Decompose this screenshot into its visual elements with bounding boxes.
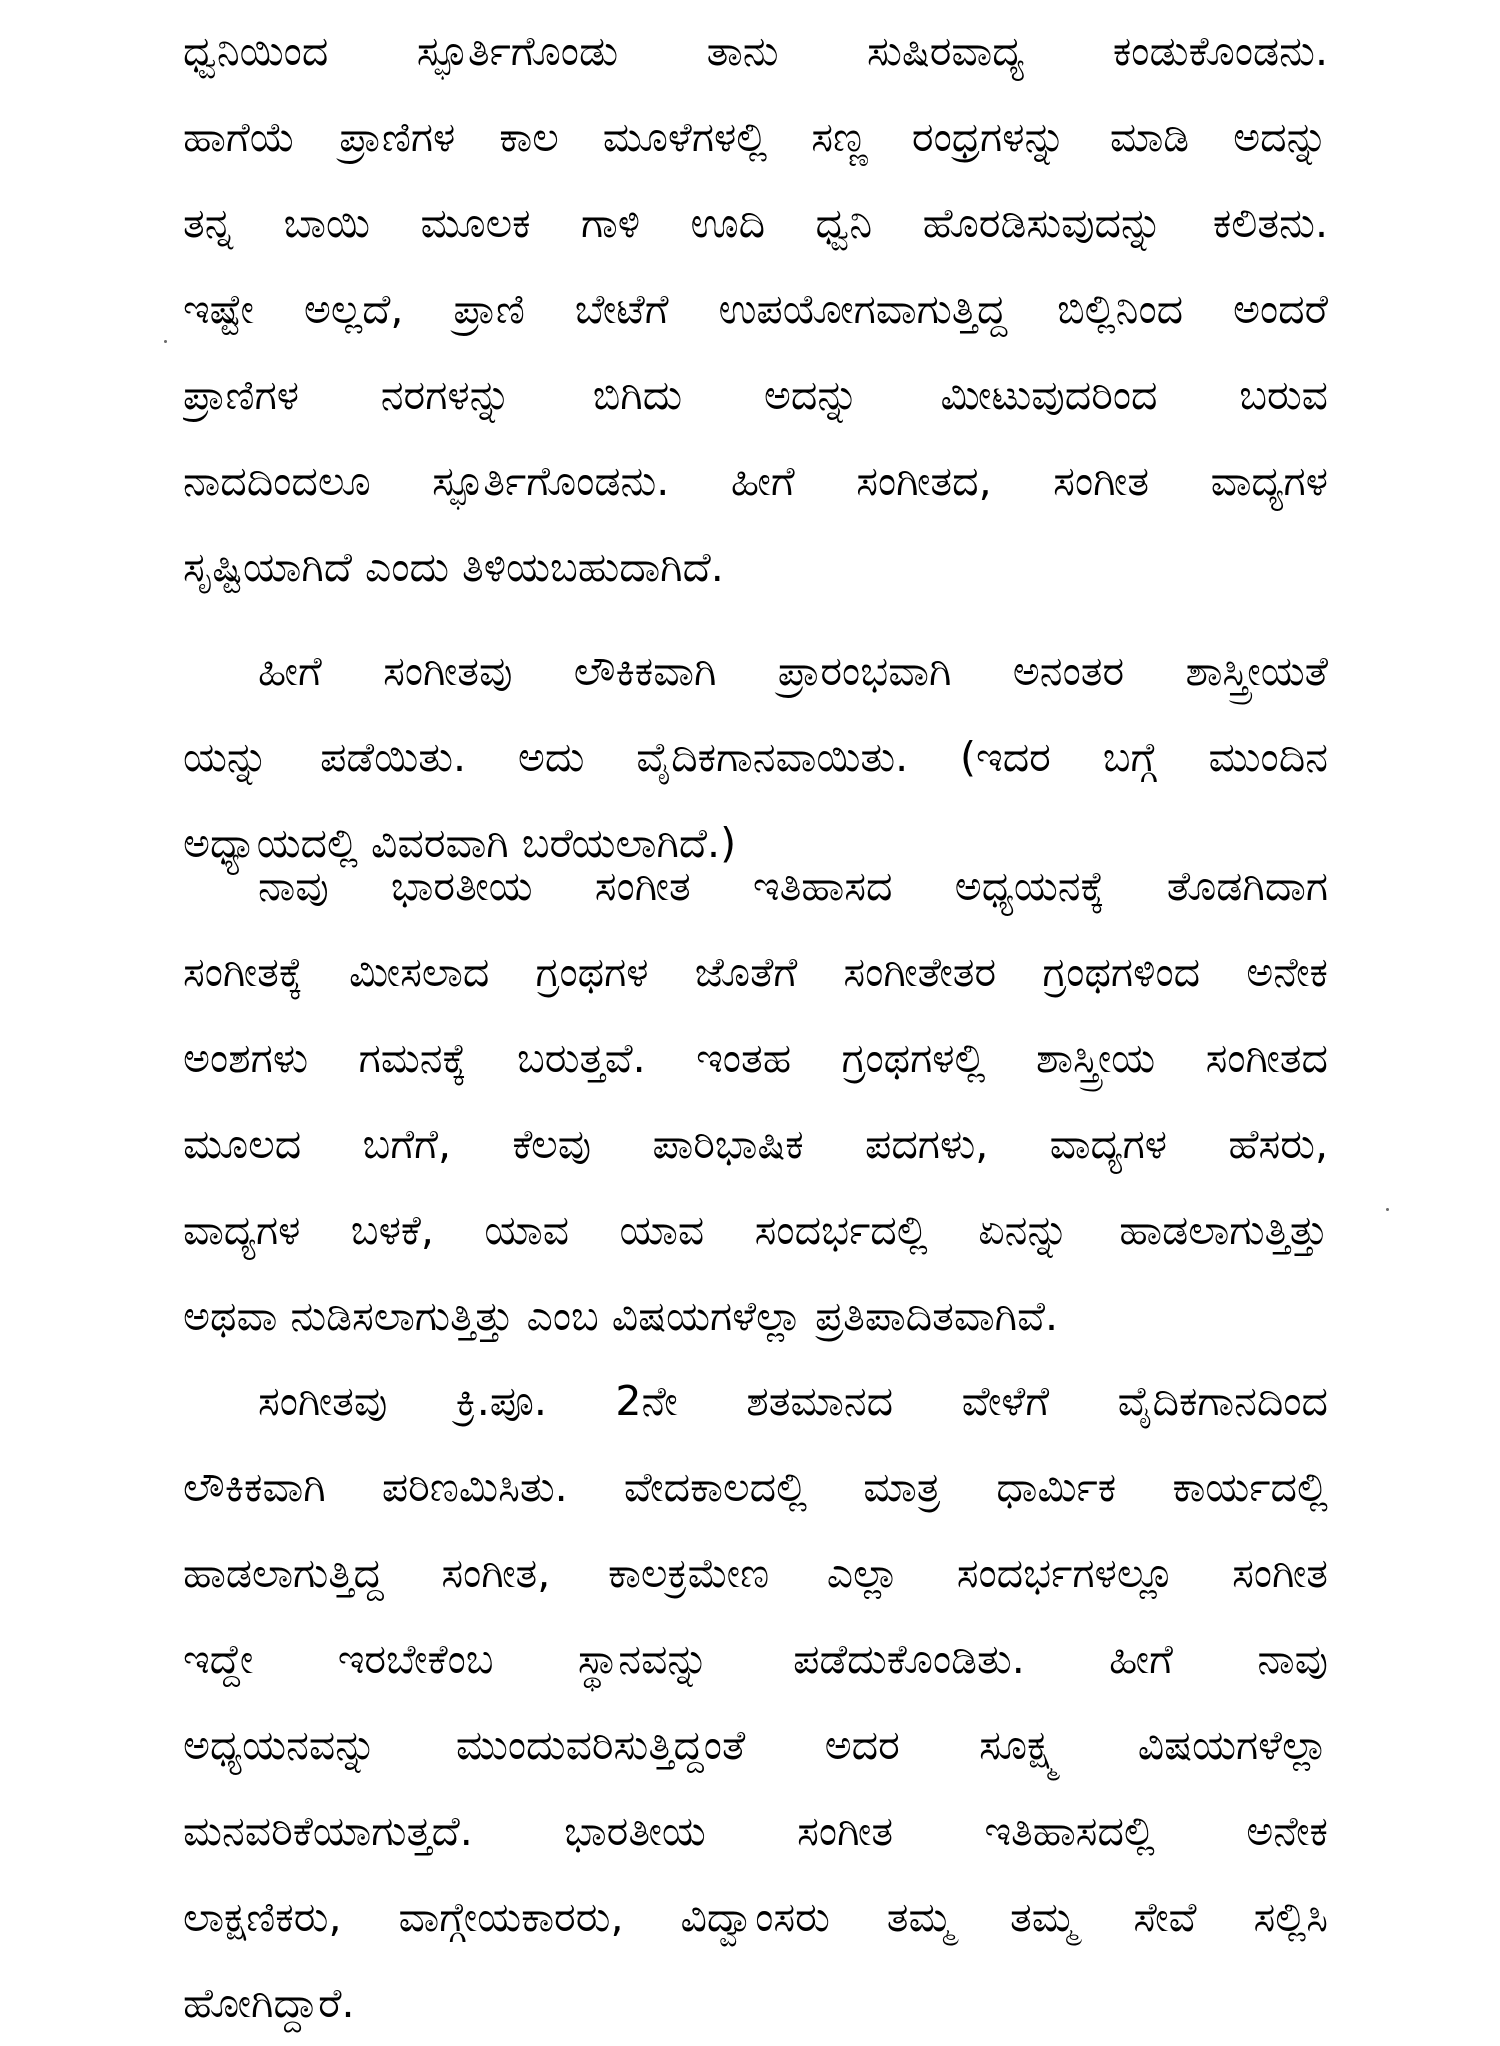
text-line: ಅಧ್ಯಾಯದಲ್ಲಿ ವಿವರವಾಗಿ ಬರೆಯಲಾಗಿದೆ.): [183, 819, 737, 867]
text-line: ಅಧ್ಯಯನವನ್ನು ಮುಂದುವರಿಸುತ್ತಿದ್ದಂತೆ ಅದರ ಸೂಕ್ಷ್ಮ ವಿಷಯಗಳೆಲ್ಲಾ: [183, 1721, 1328, 1769]
text-line: ವಾದ್ಯಗಳ ಬಳಕೆ, ಯಾವ ಯಾವ ಸಂದರ್ಭದಲ್ಲಿ ಏನನ್ನು ಹಾಡಲಾಗುತ್ತಿತ್ತು: [183, 1206, 1328, 1254]
text-line: ಧ್ವನಿಯಿಂದ ಸ್ಫೂರ್ತಿಗೊಂಡು ತಾನು ಸುಷಿರವಾದ್ಯ ಕಂಡುಕೊಂಡನು.: [183, 27, 1328, 75]
text-line: ಹಾಗೆಯೆ ಪ್ರಾಣಿಗಳ ಕಾಲ ಮೂಳೆಗಳಲ್ಲಿ ಸಣ್ಣ ರಂಧ್ರಗಳನ್ನು ಮಾಡಿ ಅದನ್ನು: [183, 113, 1328, 161]
scan-speck: [164, 340, 167, 343]
text-line: ಲಾಕ್ಷಣಿಕರು, ವಾಗ್ಗೇಯಕಾರರು, ವಿದ್ವಾಂಸರು ತಮ್ಮ ತಮ್ಮ ಸೇವೆ ಸಲ್ಲಿಸಿ: [183, 1893, 1328, 1941]
text-line: ಹೋಗಿದ್ದಾರೆ.: [183, 1979, 355, 2027]
paragraph-3: [183, 843, 1328, 1359]
text-line: ನಾದದಿಂದಲೂ ಸ್ಫೂರ್ತಿಗೊಂಡನು. ಹೀಗೆ ಸಂಗೀತದ, ಸಂಗೀತ ವಾದ್ಯಗಳ: [183, 457, 1328, 505]
text-line: ಹಾಡಲಾಗುತ್ತಿದ್ದ ಸಂಗೀತ, ಕಾಲಕ್ರಮೇಣ ಎಲ್ಲಾ ಸಂದರ್ಭಗಳಲ್ಲೂ ಸಂಗೀತ: [183, 1549, 1328, 1597]
text-line: ಸಂಗೀತಕ್ಕೆ ಮೀಸಲಾದ ಗ್ರಂಥಗಳ ಜೊತೆಗೆ ಸಂಗೀತೇತರ ಗ್ರಂಥಗಳಿಂದ ಅನೇಕ: [183, 948, 1328, 996]
text-line: ಇಷ್ಟೇ ಅಲ್ಲದೆ, ಪ್ರಾಣಿ ಬೇಟೆಗೆ ಉಪಯೋಗವಾಗುತ್ತಿದ್ದ ಬಿಲ್ಲಿನಿಂದ ಅಂದರೆ: [183, 285, 1328, 333]
text-line: ಸೃಷ್ಟಿಯಾಗಿದೆ ಎಂದು ತಿಳಿಯಬಹುದಾಗಿದೆ.: [183, 543, 724, 591]
text-line: ಅಂಶಗಳು ಗಮನಕ್ಕೆ ಬರುತ್ತವೆ. ಇಂತಹ ಗ್ರಂಥಗಳಲ್ಲಿ ಶಾಸ್ತ್ರೀಯ ಸಂಗೀತದ: [183, 1034, 1328, 1082]
text-line: ತನ್ನ ಬಾಯಿ ಮೂಲಕ ಗಾಳಿ ಊದಿ ಧ್ವನಿ ಹೊರಡಿಸುವುದನ್ನು ಕಲಿತನು.: [183, 199, 1328, 247]
text-line: ನಾವು ಭಾರತೀಯ ಸಂಗೀತ ಇತಿಹಾಸದ ಅಧ್ಯಯನಕ್ಕೆ ತೊಡಗಿದಾಗ: [258, 862, 1328, 910]
text-line: ಹೀಗೆ ಸಂಗೀತವು ಲೌಕಿಕವಾಗಿ ಪ್ರಾರಂಭವಾಗಿ ಅನಂತರ ಶಾಸ್ತ್ರೀಯತೆ: [258, 647, 1328, 695]
text-line: ಮನವರಿಕೆಯಾಗುತ್ತದೆ. ಭಾರತೀಯ ಸಂಗೀತ ಇತಿಹಾಸದಲ್ಲಿ ಅನೇಕ: [183, 1807, 1328, 1855]
text-line: ಮೂಲದ ಬಗೆಗೆ, ಕೆಲವು ಪಾರಿಭಾಷಿಕ ಪದಗಳು, ವಾದ್ಯಗಳ ಹೆಸರು,: [183, 1120, 1328, 1168]
text-line: ಯನ್ನು ಪಡೆಯಿತು. ಅದು ವೈದಿಕಗಾನವಾಯಿತು. (ಇದರ ಬಗ್ಗೆ ಮುಂದಿನ: [183, 733, 1328, 781]
text-line: ಅಥವಾ ನುಡಿಸಲಾಗುತ್ತಿತ್ತು ಎಂಬ ವಿಷಯಗಳೆಲ್ಲಾ ಪ್ರತಿಪಾದಿತವಾಗಿವೆ.: [183, 1292, 1059, 1340]
text-line: ಇದ್ದೇ ಇರಬೇಕೆಂಬ ಸ್ಥಾನವನ್ನು ಪಡೆದುಕೊಂಡಿತು. ಹೀಗೆ ನಾವು: [183, 1635, 1328, 1683]
paragraph-4: [183, 1358, 1328, 2046]
text-line: ಸಂಗೀತವು ಕ್ರಿ.ಪೂ. 2ನೇ ಶತಮಾನದ ವೇಳೆಗೆ ವೈದಿಕಗಾನದಿಂದ: [258, 1377, 1328, 1425]
scan-speck: [1386, 1208, 1389, 1211]
text-line: ಲೌಕಿಕವಾಗಿ ಪರಿಣಮಿಸಿತು. ವೇದಕಾಲದಲ್ಲಿ ಮಾತ್ರ ಧಾರ್ಮಿಕ ಕಾರ್ಯದಲ್ಲಿ: [183, 1463, 1328, 1511]
paragraph-1: [183, 8, 1328, 610]
text-line: ಪ್ರಾಣಿಗಳ ನರಗಳನ್ನು ಬಿಗಿದು ಅದನ್ನು ಮೀಟುವುದರಿಂದ ಬರುವ: [183, 371, 1328, 419]
